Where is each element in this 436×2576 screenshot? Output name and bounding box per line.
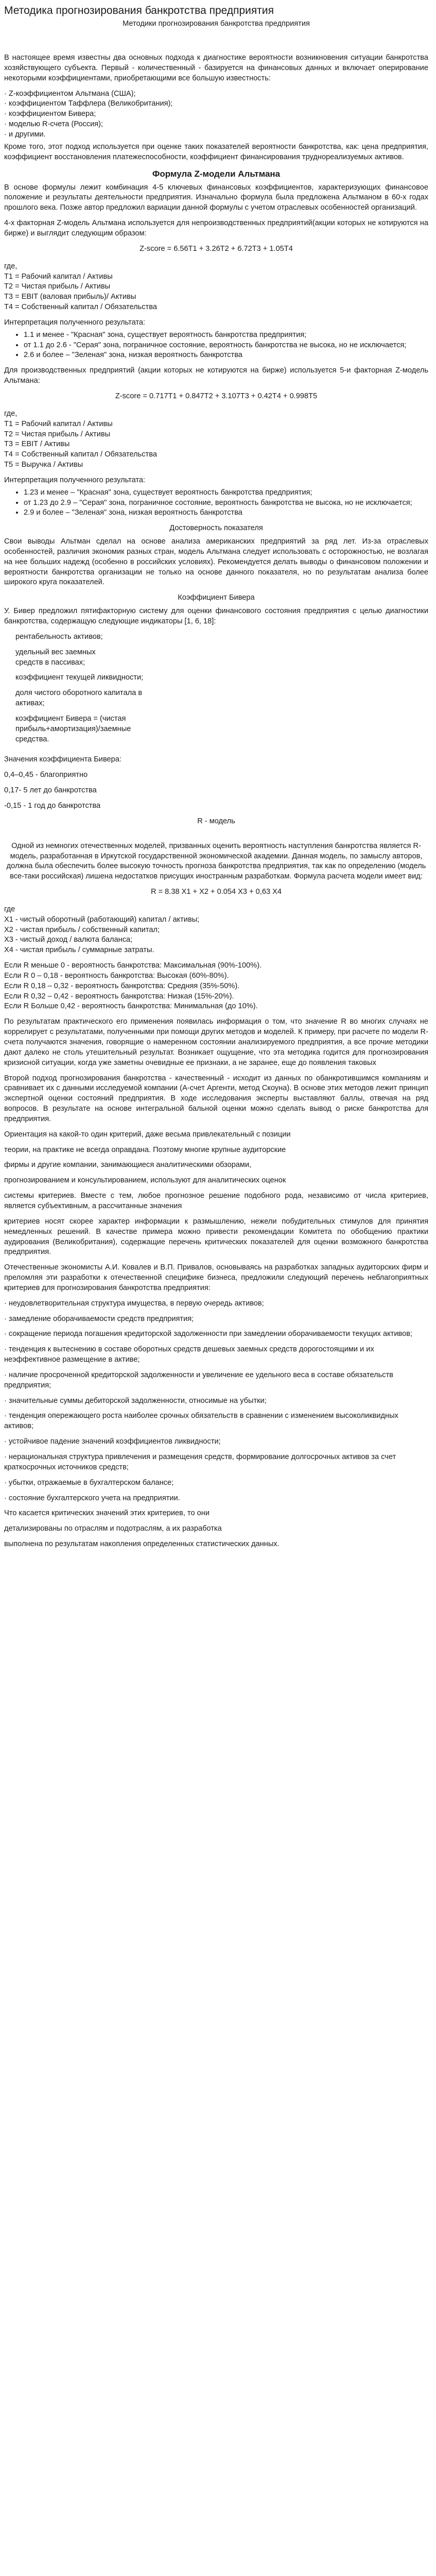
variable-definition: X2 - чистая прибыль / собственный капитал; [4,925,160,934]
altman-variables-1 [4,272,428,313]
beaver-indicators [4,632,428,745]
r-model-variables [4,915,428,956]
list-item: рентабельность активов; [15,632,103,641]
where-label: где [4,905,15,913]
interpretation-label: Интерпретация полученного результата: [4,318,146,327]
r-model-paragraph-6: фирмы и другие компании, занимающиеся аналитическими обзорами, [4,1161,252,1170]
variable-definition: T3 = EBIT (валовая прибыль)/ Активы [4,293,136,301]
list-item: · неудовлетворительная структура имущества, в первую очередь активов; [4,1299,264,1308]
variable-definition: T1 = Рабочий капитал / Активы [4,272,113,281]
altman-heading: Формула Z-модели Альтмана [152,168,281,179]
list-item: • 1.23 и менее – "Красная" зона, существует вероятность банкротства предприятия; [24,488,428,498]
list-item: удельный вес заемных средств в пассивах; [15,648,96,667]
list-item: 0,4–0,45 - благоприятно [4,771,88,779]
r-model-paragraph-11: Что касается критических значений этих критериев, то они [4,1509,210,1518]
list-item: · и другими. [4,130,46,139]
r-model-paragraph-7: прогнозированием и консультированием, используют для аналитических оценок [4,1176,286,1185]
r-model-paragraph-2: По результатам практического его применения появилась информация о том, что значение R во многих случаях не коррелирует с результатами, полученными при помощи других методов и моделей. К примеру, при расчете по модели R-счета получаются значения, говорящие о намеренном состоянии анализируемого предприятия, а все прочие методики дают далеко не столь утешительный результат. Возникает ощущение, что эта методика годится для прогнозирования кризисной ситуации, когда уже заметны очевидные ее признаки, а не заранее, еще до появления таковых [4,1018,428,1067]
coefficient-list [4,89,428,140]
variable-definition: T2 = Чистая прибыль / Активы [4,282,111,291]
altman-variables-2 [4,419,428,470]
intro-paragraph-2: Кроме того, этот подход используется при оценке таких показателей вероятности банкротства, как: цена предприятия, коэффициент восстановления платежеспособности, коэффициент финансирования труднореализуемых активов. [4,142,428,161]
r-model-paragraph-4: Ориентация на какой-то один критерий, даже весьма привлекательный с позиции [4,1130,291,1139]
variable-definition: T3 = EBIT / Активы [4,440,70,449]
variable-definition: X3 - чистый доход / валюта баланса; [4,936,133,944]
list-item: • от 1.1 до 2.6 - "Серая" зона, пограничное состояние, вероятность банкротства не высока, но не исключается; [24,341,428,351]
range-item: Если R меньше 0 - вероятность банкротства: Максимальная (90%-100%). [4,961,262,970]
intro-paragraph-1: В настоящее время известны два основных подхода к диагностике вероятности возникновения ситуации банкротства хозяйствующего субъекта. Первый - количественный - базируется на финансовых данных и включает оперирование некоторыми коэффициентами, приобретающими все большую известность: [4,54,428,82]
interpretation-list-2 [4,488,428,519]
list-item: коэффициент текущей ликвидности; [15,673,144,682]
r-model-paragraph-3: Второй подход прогнозирования банкротства - качественный - исходит из данных по обанкротившимся компаниям и сравнивает их с данными исследуемой компании (А-счет Аргенти, метод Скоуна). В основе этих методов лежит принцип экспертной оценки состояний предприятия. В ходе исследования эксперты выставляют баллы, отвечая на ряд вопросов. В результате на основе интегральной бальной оценки можно сделать вывод о риске банкротства для предприятия. [4,1074,428,1123]
list-item: · сокращение периода погашения кредиторской задолженности при замедлении оборачиваемости текущих активов; [4,1330,413,1338]
altman-paragraph-3: Для производственных предприятий (акции которых не котируются на бирже) используется 5-и факторная Z-модель Альтмана: [4,366,428,385]
list-item: · Z-коэффициентом Альтмана (США); [4,89,136,98]
where-label: где, [4,262,18,270]
beaver-values-label: Значения коэффициента Бивера: [4,755,121,764]
list-item: · состояние бухгалтерского учета на предприятии. [4,1494,180,1502]
r-model-paragraph-5: теории, на практике не всегда оправдана. Поэтому многие крупные аудиторские [4,1145,286,1154]
r-model-paragraph-8: системы критериев. Вместе с тем, любое прогнозное решение подобного рода, независимо от числа критериев, является субъективным, а рассчитанные значения [4,1192,428,1210]
variable-definition: T2 = Чистая прибыль / Активы [4,430,111,438]
list-item: · тенденция опережающего роста наиболее срочных обязательств в сравнении с изменением высоколиквидных активов; [4,1412,398,1431]
beaver-paragraph-1: У. Бивер предложил пятифакторную систему для оценки финансового состояния предприятия с целью диагностики банкротства, содержащую следующие индикаторы [1, 6, 18]: [4,607,428,626]
r-model-paragraph-1: Одной из немногих отечественных моделей, призванных оценить вероятность наступления банкротства является R-модель, разработанная в Иркутской государственной экономической академии. Данная модель, по замыслу авторов, должна была обеспечить более высокую точность прогноза банкротства предприятия, так как по определению (модель все-таки российская) лишена недостатков присущих иностранным разработкам. Формула расчета модели имеет вид: [6,841,426,881]
list-item: • 2.9 и более – "Зеленая" зона, низкая вероятность банкротства [24,508,428,518]
r-model-formula: R = 8.38 X1 + X2 + 0.054 X3 + 0,63 X4 [151,888,282,896]
list-item: • от 1.23 до 2.9 – "Серая" зона, пограничное состояние, вероятность банкротства не высока, но не исключается; [24,498,428,509]
list-item: · коэффициентом Таффлера (Великобритания); [4,99,173,108]
range-item: Если R 0,18 – 0,32 - вероятность банкротства: Средняя (35%-50%). [4,981,240,990]
list-item: коэффициент Бивера = (чистая прибыль+амортизация)/заемные средства. [15,714,131,743]
list-item: · коэффициентом Бивера; [4,110,96,118]
variable-definition: T5 = Выручка / Активы [4,461,83,469]
list-item: · нерациональная структура привлечения и размещения средств, формирование долгосрочных активов за счет краткосрочных источников средств; [4,1453,396,1471]
interpretation-label: Интерпретация полученного результата: [4,476,146,484]
reliability-heading: Достоверность показателя [169,524,263,533]
variable-definition: X1 - чистый оборотный (работающий) капитал / активы; [4,915,200,924]
variable-definition: X4 - чистая прибыль / суммарные затраты. [4,946,154,955]
list-item: · тенденция к вытеснению в составе оборотных средств дешевых заемных средств дорогостоящими и их неэффективное размещение в активе; [4,1345,374,1364]
list-item: · значительные суммы дебиторской задолженности, относимые на убытки; [4,1396,267,1405]
altman-formula-4factor: Z-score = 6.56T1 + 3.26T2 + 6.72T3 + 1.05T4 [139,244,293,253]
beaver-heading: Коэффициент Бивера [178,594,255,602]
list-item: · устойчивое падение значений коэффициентов ликвидности; [4,1437,221,1446]
list-item: 0,17- 5 лет до банкротства [4,786,97,795]
list-item: · замедление оборачиваемости средств предприятия; [4,1314,194,1323]
variable-definition: T4 = Собственный капитал / Обязательства [4,450,157,459]
reliability-paragraph: Свои выводы Альтман сделал на основе анализа американских предприятий за ряд лет. Из-за отраслевых особенностей, различия экономик разных стран, модель Альтмана следует использовать с осторожностью, не возлагая на нее больших надежд (особенно в российских условиях). Рекомендуется делать выводы о финансовом положении и вероятности банкротства организации не только на основе данного показателя, но по результатам анализа более широкого круга показателей. [4,537,428,587]
r-model-heading: R - модель [197,817,235,825]
variable-definition: T1 = Рабочий капитал / Активы [4,419,113,428]
where-label: где, [4,409,18,418]
range-item: Если R Больше 0,42 - вероятность банкротства: Минимальная (до 10%). [4,1002,258,1011]
range-item: Если R 0 – 0,18 - вероятность банкротства: Высокая (60%-80%). [4,971,229,980]
list-item: · моделью R-счета (Россия); [4,120,103,129]
r-model-paragraph-10: Отечественные экономисты А.И. Ковалев и В.П. Привалов, основываясь на разработках западных аудиторских фирм и преломляя эти разработки к отечественной специфике бизнеса, предложили следующий перечень неблагоприятных критериев для прогнозирования банкротства предприятия: [4,1263,428,1292]
r-model-paragraph-13: выполнена по результатам накопления определенных статистических данных. [4,1540,280,1549]
interpretation-list-1 [4,330,428,361]
list-item: доля чистого оборотного капитала в активах; [15,689,143,708]
list-item: -0,15 - 1 год до банкротства [4,801,101,810]
variable-definition: T4 = Собственный капитал / Обязательства [4,303,157,312]
altman-paragraph-2: 4-х факторная Z-модель Альтмана используется для непроизводственных предприятий(акции которых не котируются на бирже) и выглядит следующим образом: [4,219,428,238]
criteria-list [4,1299,428,1504]
page-subtitle: Методики прогнозирования банкротства предприятия [123,20,310,28]
list-item: · наличие просроченной кредиторской задолженности и увеличение ее удельного веса в составе обязательств предприятия; [4,1370,394,1389]
altman-formula-5factor: Z-score = 0.717T1 + 0.847T2 + 3.107T3 + 0.42T4 + 0.998T5 [115,392,318,400]
list-item: • 1.1 и менее - "Красная" зона, существует вероятность банкротства предприятия; [24,330,428,341]
r-model-paragraph-9: критериев носят скорее характер информации к размышлению, нежели побудительных стимулов для принятия немедленных решений. В качестве примера можно привести рекомендации Комитета по обобщению практики аудирования (Великобритания), содержащие перечень критических показателей для оценки возможного банкротства предприятия. [4,1217,428,1257]
altman-paragraph-1: В основе формулы лежит комбинация 4-5 ключевых финансовых коэффициентов, характеризующих финансовое положение и результаты деятельности предприятия. Изначально формула была предложена Альтманом в 60-х годах прошлого века. Позже автор предложил вариации данной формулы с учетом отраслевых особенностей организаций. [4,183,428,212]
page-title: Методика прогнозирования банкротства предприятия [4,5,274,16]
list-item: • 2.6 и более – "Зеленая" зона, низкая вероятность банкротства [24,350,428,361]
r-model-ranges [4,961,428,1012]
range-item: Если R 0,32 – 0,42 - вероятность банкротства: Низкая (15%-20%). [4,992,234,1001]
list-item: · убытки, отражаемые в бухгалтерском балансе; [4,1478,174,1487]
r-model-paragraph-12: детализированы по отраслям и подотраслям, а их разработка [4,1524,222,1533]
